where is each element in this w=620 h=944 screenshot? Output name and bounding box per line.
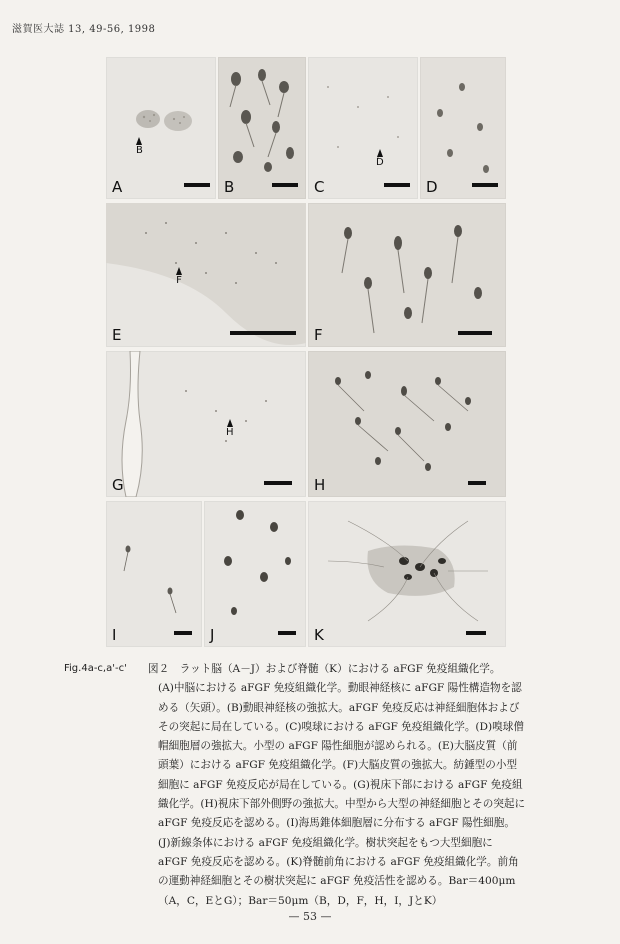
- panel-g-letter: G: [112, 476, 124, 494]
- figure-label: Fig.4a-c,a'-c': [64, 663, 127, 674]
- panel-a: [106, 57, 216, 199]
- caption-line: める（矢頭）。(B)動眼神経核の強拡大。aFGF 免疫反応は神経細胞体および: [158, 701, 520, 714]
- panel-a-scale-bar: [184, 183, 210, 187]
- panel-i-scale-bar: [174, 631, 192, 635]
- panel-h: [308, 351, 506, 497]
- caption-line: 織化学。(H)視床下部外側野の強拡大。中型から大型の神経細胞とその突起に: [158, 798, 526, 811]
- panel-a-micrograph: [106, 57, 216, 199]
- caption-line: の運動神経細胞とその樹状突起に aFGF 免疫活性を認める。Bar＝400μm: [158, 875, 516, 888]
- panel-j-scale-bar: [278, 631, 296, 635]
- panel-f: [308, 203, 506, 347]
- caption-line: 頭葉）における aFGF 免疫組織化学。(F)大脳皮質の強拡大。紡錘型の小型: [158, 759, 518, 772]
- caption-line: その突起に局在している。(C)嗅球における aFGF 免疫組織化学。(D)嗅球僧: [158, 720, 524, 733]
- panel-b-letter: B: [224, 178, 235, 196]
- caption-line: 図２ ラット脳（A－J）および脊髄（K）における aFGF 免疫組織化学。: [148, 663, 501, 675]
- panel-d-scale-bar: [472, 183, 498, 187]
- panel-d-letter: D: [426, 178, 438, 196]
- panel-c-letter: C: [314, 178, 325, 196]
- panel-g: [106, 351, 306, 497]
- panel-h-scale-bar: [468, 481, 486, 485]
- panel-e-scale-bar: [230, 331, 296, 335]
- panel-e-pointer: F: [176, 267, 182, 286]
- panel-c-scale-bar: [384, 183, 410, 187]
- panel-i-micrograph: [106, 501, 202, 647]
- panel-f-micrograph: [308, 203, 506, 347]
- panel-f-letter: F: [314, 326, 323, 344]
- journal-header: 滋賀医大誌 13, 49-56, 1998: [12, 24, 156, 35]
- caption-line: aFGF 免疫反応を認める。(K)脊髄前角における aFGF 免疫組織化学。前角: [158, 855, 519, 868]
- panel-g-pointer: H: [226, 419, 234, 438]
- panel-e-letter: E: [112, 326, 122, 344]
- panel-k-letter: K: [314, 626, 324, 644]
- panel-g-scale-bar: [264, 481, 292, 485]
- caption-line: aFGF 免疫反応を認める。(I)海馬錐体細胞層に分布する aFGF 陽性細胞。: [158, 817, 515, 830]
- caption-line: 帽細胞層の強拡大。小型の aFGF 陽性細胞が認められる。(E)大脳皮質（前: [158, 740, 518, 753]
- panel-k-scale-bar: [466, 631, 486, 635]
- panel-j-micrograph: [204, 501, 306, 647]
- panel-c: [308, 57, 418, 199]
- panel-f-scale-bar: [458, 331, 492, 335]
- page-number: — 53 —: [288, 910, 332, 923]
- panel-g-micrograph: [106, 351, 306, 497]
- panel-a-letter: A: [112, 178, 123, 196]
- caption-line: 細胞に aFGF 免疫反応が局在している。(G)視床下部における aFGF 免疫組: [158, 778, 523, 791]
- panel-b: [218, 57, 306, 199]
- panel-i-letter: I: [112, 626, 117, 644]
- panel-i: [106, 501, 202, 647]
- panel-c-micrograph: [308, 57, 418, 199]
- panel-e: [106, 203, 306, 347]
- panel-j-letter: J: [210, 626, 215, 644]
- figure-caption: [148, 660, 548, 911]
- panel-c-pointer: D: [376, 149, 384, 168]
- panel-j: [204, 501, 306, 647]
- caption-line: （A，C，EとG）；Bar＝50μm（B，D，F，H，I，JとK）: [158, 894, 443, 907]
- caption-line: (A)中脳における aFGF 免疫組織化学。動眼神経核に aFGF 陽性構造物を認: [158, 682, 522, 695]
- panel-h-micrograph: [308, 351, 506, 497]
- panel-e-micrograph: [106, 203, 306, 347]
- panel-b-scale-bar: [272, 183, 298, 187]
- panel-h-letter: H: [314, 476, 326, 494]
- caption-line: (J)新線条体における aFGF 免疫組織化学。樹状突起をもつ大型細胞に: [158, 836, 493, 849]
- panel-k: [308, 501, 506, 647]
- panel-a-pointer: B: [136, 137, 143, 156]
- panel-k-micrograph: [308, 501, 506, 647]
- panel-d: [420, 57, 506, 199]
